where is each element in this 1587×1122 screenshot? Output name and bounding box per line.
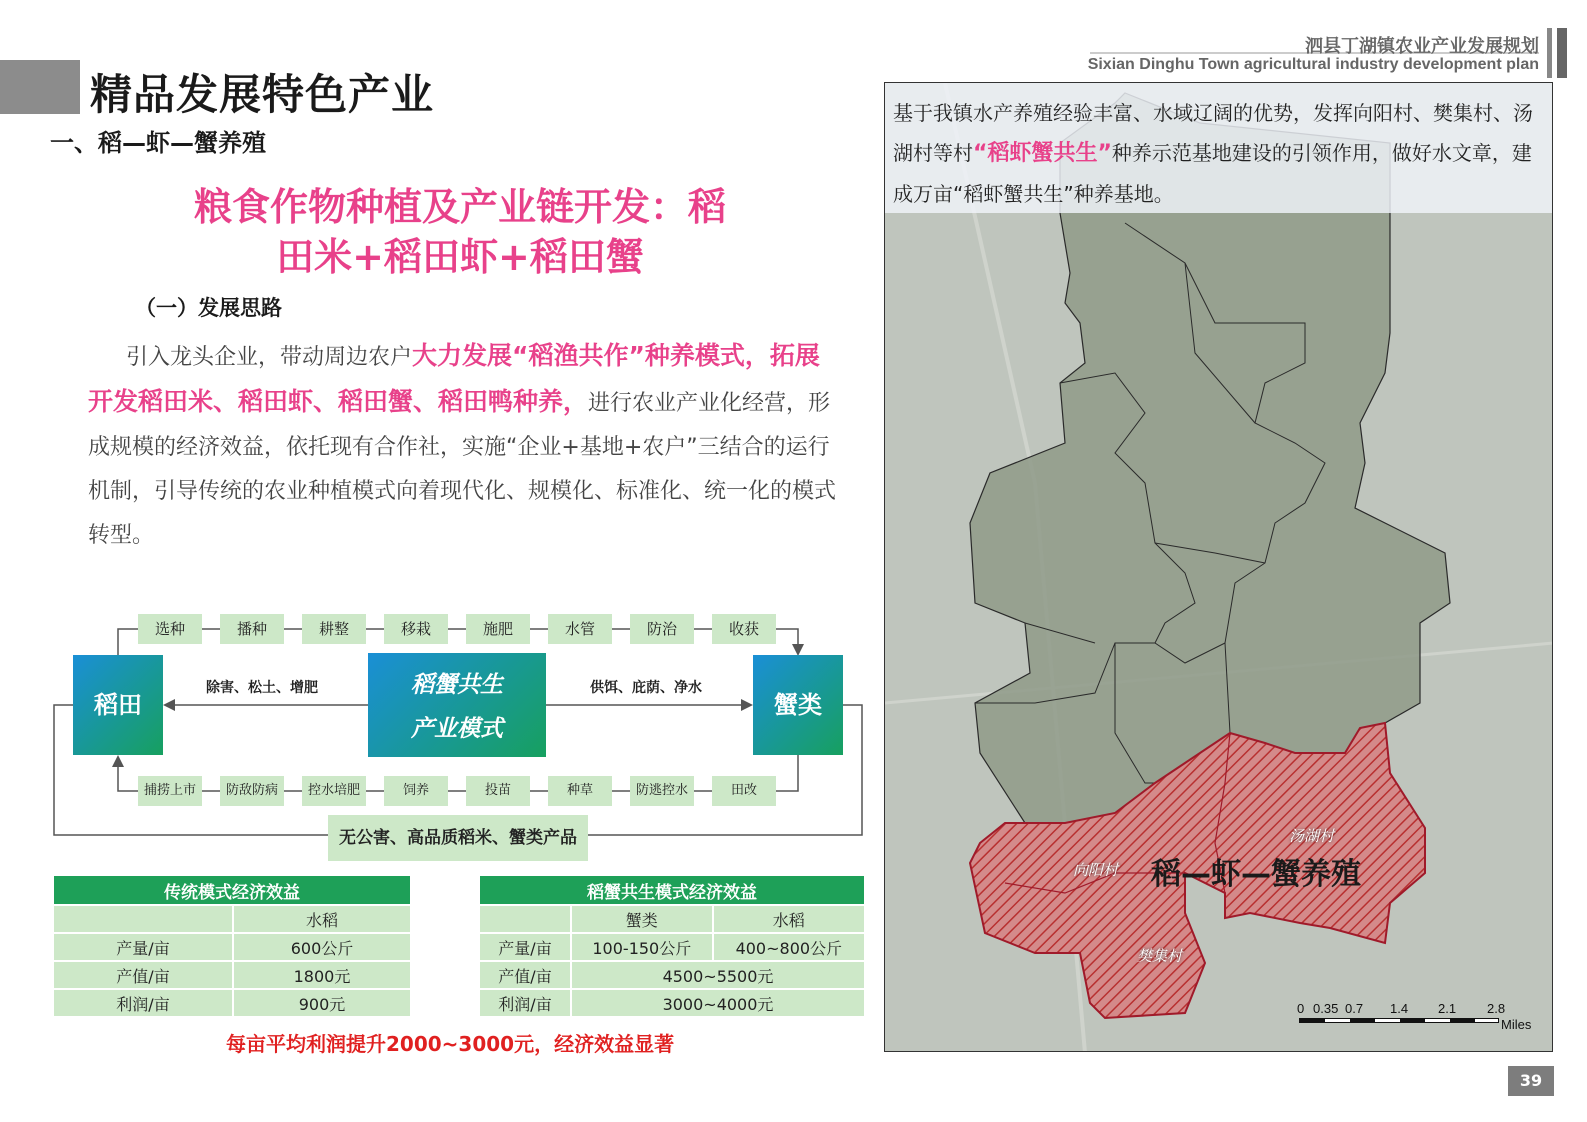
step-top-7: 防治 xyxy=(630,614,694,644)
zone-title: 稻—虾—蟹养殖 xyxy=(1151,857,1361,892)
coexistence-col-crab: 蟹类 xyxy=(571,905,713,933)
coexistence-rice-yield: 400~800公斤 xyxy=(713,933,865,961)
crab-box: 蟹类 xyxy=(753,655,843,755)
traditional-row-value: 900元 xyxy=(233,989,411,1017)
step-bottom-2: 防敌防病 xyxy=(220,776,284,806)
paragraph-highlight: 大力发展“稻渔共作”种养模式，拓展开发稻田米、稻田虾、稻田蟹、稻田鸭种养， xyxy=(88,341,820,416)
coexistence-output-value: 4500~5500元 xyxy=(571,961,865,989)
coexistence-profit-value: 3000~4000元 xyxy=(571,989,865,1017)
mode-line2: 产业模式 xyxy=(411,716,503,742)
document-title-cn: 泗县丁湖镇农业产业发展规划 xyxy=(1305,36,1539,57)
coexistence-empty-header xyxy=(479,905,571,933)
traditional-row-label: 产值/亩 xyxy=(53,961,233,989)
paragraph-part2: 进行农业产业化经营，形成规模的经济效益，依托现有合作社，实施“企业+基地+农户”三结合的运行机制，引导传统的农业种植模式向着现代化、规模化、标准化、统一化的模式转型。 xyxy=(88,391,837,548)
highlight-title-line2: 田米+稻田虾+稻田蟹 xyxy=(276,235,644,279)
step-bottom-3: 控水培肥 xyxy=(302,776,366,806)
village-label-tanghu: 汤湖村 xyxy=(1289,827,1335,845)
step-bottom-8: 田改 xyxy=(712,776,776,806)
coexistence-crab-yield: 100-150公斤 xyxy=(571,933,713,961)
rice-crab-mode-diagram xyxy=(50,605,870,865)
scale-unit: Miles xyxy=(1501,1017,1532,1032)
traditional-row-label: 产量/亩 xyxy=(53,933,233,961)
subsection-title: 一、稻—虾—蟹养殖 xyxy=(50,129,266,157)
right-flow-label: 供饵、庇荫、净水 xyxy=(590,680,702,696)
development-idea-paragraph xyxy=(88,334,840,558)
traditional-table-title: 传统模式经济效益 xyxy=(53,875,411,905)
scale-tick: 0.35 xyxy=(1313,1001,1339,1016)
scale-tick: 0 xyxy=(1297,1001,1305,1016)
highlight-title-line1: 粮食作物种植及产业链开发：稻 xyxy=(193,185,726,229)
scale-bar xyxy=(1295,1001,1545,1041)
product-box: 无公害、高品质稻米、蟹类产品 xyxy=(328,815,588,861)
benefit-summary: 每亩平均利润提升2000~3000元，经济效益显著 xyxy=(226,1032,675,1056)
paragraph-part1: 引入龙头企业，带动周边农户 xyxy=(126,345,413,370)
step-bottom-5: 投苗 xyxy=(466,776,530,806)
coexistence-mode-box xyxy=(368,653,546,757)
traditional-benefit-table xyxy=(52,874,412,1018)
step-top-4: 移栽 xyxy=(384,614,448,644)
map-text-highlight: “稻虾蟹共生” xyxy=(973,141,1112,166)
village-label-xiangyang: 向阳村 xyxy=(1073,861,1119,879)
step-top-1: 选种 xyxy=(138,614,202,644)
traditional-row-value: 600公斤 xyxy=(233,933,411,961)
header-bars-decoration xyxy=(1547,28,1567,78)
highlight-title xyxy=(140,182,780,282)
coexistence-row-label: 产值/亩 xyxy=(479,961,571,989)
map-description xyxy=(885,83,1552,213)
header-accent-block xyxy=(0,60,80,114)
step-top-8: 收获 xyxy=(712,614,776,644)
document-title-en: Sixian Dinghu Town agricultural industry development plan xyxy=(1087,56,1539,73)
scale-tick: 2.8 xyxy=(1487,1001,1506,1016)
step-top-6: 水管 xyxy=(548,614,612,644)
map-text-part1: 基于我镇水产养殖经验丰富、水域辽阔的优势，发挥向阳村、樊集村、汤湖村等村 xyxy=(893,101,1533,165)
mode-line1: 稻蟹共生 xyxy=(411,672,503,698)
coexistence-benefit-table xyxy=(478,874,866,1018)
step-bottom-6: 种草 xyxy=(548,776,612,806)
coexistence-row-label: 利润/亩 xyxy=(479,989,571,1017)
town-map xyxy=(884,82,1553,1052)
rice-field-box: 稻田 xyxy=(73,655,163,755)
village-label-fanji: 樊集村 xyxy=(1137,947,1183,965)
step-top-2: 播种 xyxy=(220,614,284,644)
page-number: 39 xyxy=(1508,1066,1554,1096)
step-bottom-7: 防逃控水 xyxy=(630,776,694,806)
step-top-3: 耕整 xyxy=(302,614,366,644)
scale-tick: 0.7 xyxy=(1345,1001,1364,1016)
coexistence-table-title: 稻蟹共生模式经济效益 xyxy=(479,875,865,905)
scale-tick: 2.1 xyxy=(1438,1001,1457,1016)
scale-bar-graphic xyxy=(1299,1018,1499,1023)
coexistence-col-rice: 水稻 xyxy=(713,905,865,933)
step-bottom-4: 饲养 xyxy=(384,776,448,806)
map-text-part2: 种养示范基地建设的引领作用，做好水文章，建成万亩“稻虾蟹共生”种养基地。 xyxy=(893,141,1532,206)
scale-tick: 1.4 xyxy=(1390,1001,1409,1016)
traditional-col-header: 水稻 xyxy=(233,905,411,933)
map-graphic xyxy=(885,83,1553,1052)
left-flow-label: 除害、松土、增肥 xyxy=(206,680,318,696)
traditional-row-label: 利润/亩 xyxy=(53,989,233,1017)
traditional-row-value: 1800元 xyxy=(233,961,411,989)
step-bottom-1: 捕捞上市 xyxy=(138,776,202,806)
step-top-5: 施肥 xyxy=(466,614,530,644)
coexistence-row-label: 产量/亩 xyxy=(479,933,571,961)
page-section-title: 精品发展特色产业 xyxy=(90,70,435,119)
development-idea-heading: （一）发展思路 xyxy=(135,296,282,320)
traditional-empty-header xyxy=(53,905,233,933)
